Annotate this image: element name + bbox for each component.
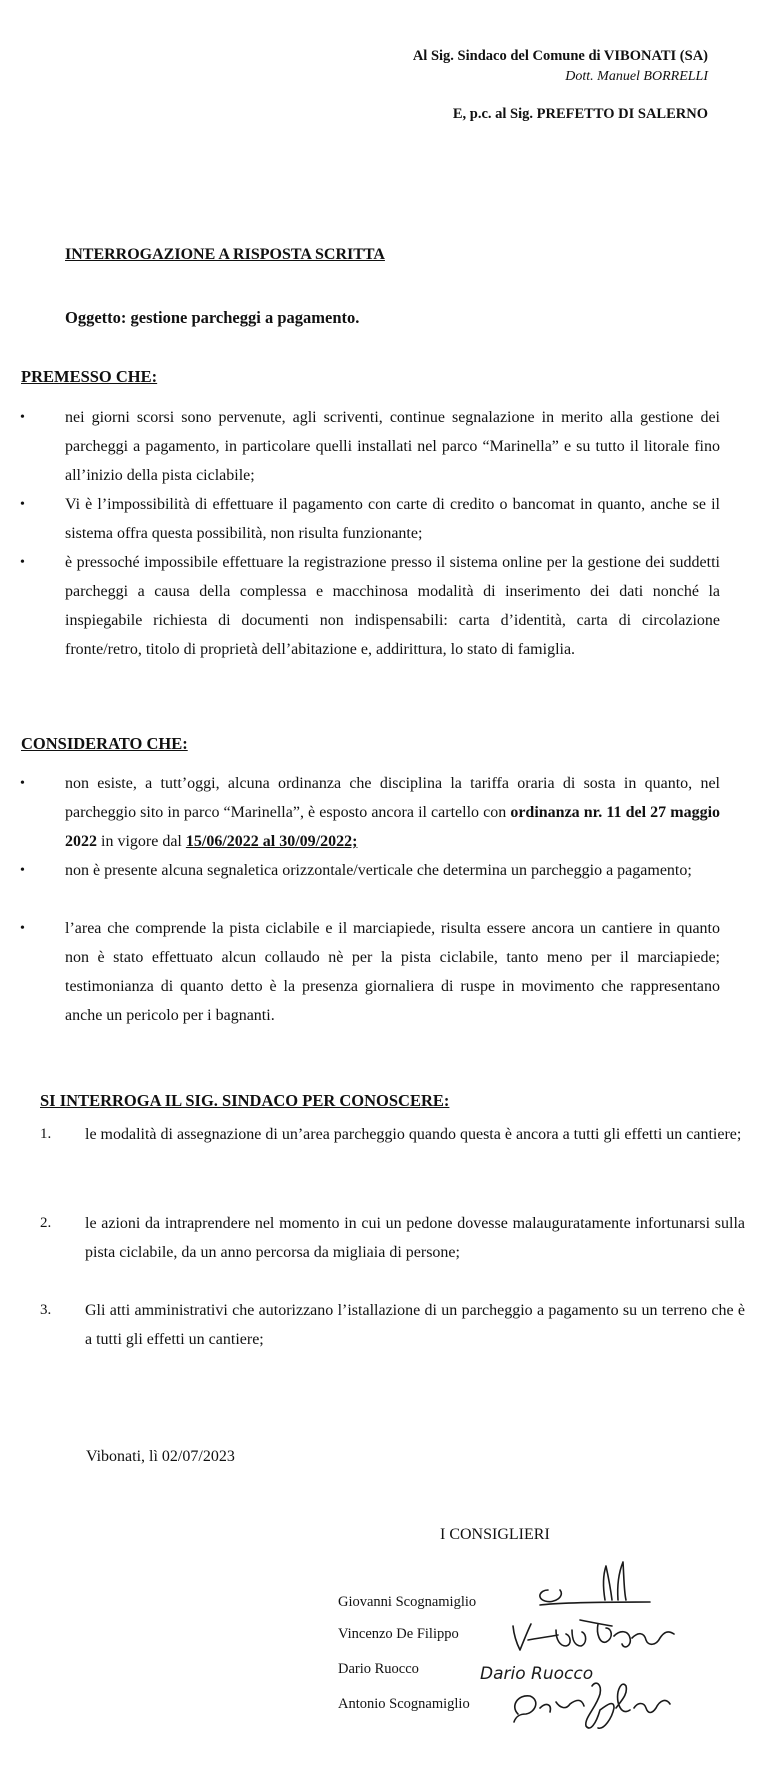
bullet-icon: • [20, 555, 25, 570]
premesso-item-3: è pressoché impossibile effettuare la registrazione presso il sistema online per la gestione dei suddetti parcheggi a causa della complessa e macchinosa modalità di inserimento dei dati nonché la inspiegabile richiesta di documenti non indispensabili: carta d’identità, carta di circolazione fronte/retro, titolo di proprietà dell’abitazione e, addirittura, lo stato di famiglia. [65, 554, 720, 658]
bullet-icon: • [20, 410, 25, 425]
subject-line: Oggetto: gestione parcheggi a pagamento. [65, 308, 360, 327]
bullet-icon: • [20, 776, 25, 791]
interroga-item-2: le azioni da intraprendere nel momento in cui un pedone dovesse malauguratamente infortunarsi sulla pista ciclabile, da un anno percorsa da migliaia di persone; [85, 1215, 745, 1261]
considerato-item-2: non è presente alcuna segnaletica orizzontale/verticale che determina un parcheggio a pagamento; [65, 862, 692, 879]
addressee: Al Sig. Sindaco del Comune di VIBONATI (SA) [412, 48, 708, 64]
interroga-item-1: le modalità di assegnazione di un’area parcheggio quando questa è ancora a tutti gli effetti un cantiere; [85, 1126, 742, 1143]
bullet-icon: • [20, 497, 25, 512]
signatures-heading: I CONSIGLIERI [440, 1526, 550, 1543]
list-number: 3. [40, 1302, 52, 1318]
document-title: INTERROGAZIONE A RISPOSTA SCRITTA [65, 246, 385, 263]
bullet-icon: • [20, 863, 25, 878]
place-date: Vibonati, lì 02/07/2023 [86, 1448, 235, 1465]
section-premesso-heading: PREMESSO CHE: [21, 367, 158, 386]
signer-name-1: Giovanni Scognamiglio [338, 1594, 477, 1610]
signer-name-4: Antonio Scognamiglio [338, 1696, 470, 1712]
section-interroga-heading: SI INTERROGA IL SIG. SINDACO PER CONOSCERE: [40, 1091, 450, 1110]
addressee-name: Dott. Manuel BORRELLI [565, 69, 708, 84]
list-number: 2. [40, 1215, 52, 1231]
premesso-item-1: nei giorni scorsi sono pervenute, agli scriventi, continue segnalazione in merito alla gestione dei parcheggi a pagamento, in particolare quelli installati nel parco “Marinella” e su tutto il litorale fino all’inizio della pista ciclabile; [65, 409, 720, 484]
ordinance-dates: 15/06/2022 al 30/09/2022; [185, 833, 358, 850]
ordinance-reference: ordinanza nr. 11 del 27 maggio 2022 [65, 804, 721, 850]
considerato-item-1-text: non esiste, a tutt’oggi, alcuna ordinanza che disciplina la tariffa oraria di sosta in quanto, nel parcheggio sito in parco “Marinella”, è esposto ancora il cartello con [65, 775, 720, 821]
interroga-item-3: Gli atti amministrativi che autorizzano l’istallazione di un parcheggio a pagamento su un terreno che è a tutti gli effetti un cantiere; [85, 1302, 745, 1348]
considerato-item-3: l’area che comprende la pista ciclabile e il marciapiede, risulta essere ancora un cantiere in quanto non è stato effettuato alcun collaudo nè per la pista ciclabile, tanto meno per il marciapiede; testimonianza di quanto detto è la presenza giornaliera di ruspe in movimento che rappresentano anche un pericolo per i bagnanti. [65, 920, 720, 1024]
section-considerato-heading: CONSIDERATO CHE: [21, 734, 188, 753]
signer-name-3: Dario Ruocco [338, 1661, 419, 1677]
premesso-item-2: Vi è l’impossibilità di effettuare il pagamento con carte di credito o bancomat in quanto, anche se il sistema offra questa possibilità, non risulta funzionante; [65, 496, 720, 542]
cc-line: E, p.c. al Sig. PREFETTO DI SALERNO [452, 106, 708, 122]
signature-4 [514, 1683, 670, 1728]
signature-2 [513, 1620, 674, 1650]
signature-1 [540, 1562, 650, 1605]
signer-name-2: Vincenzo De Filippo [338, 1626, 459, 1642]
signature-3: Dario Ruocco [480, 1664, 594, 1684]
considerato-item-1-mid: in vigore dal [101, 833, 182, 850]
bullet-icon: • [20, 921, 25, 936]
list-number: 1. [40, 1126, 52, 1142]
